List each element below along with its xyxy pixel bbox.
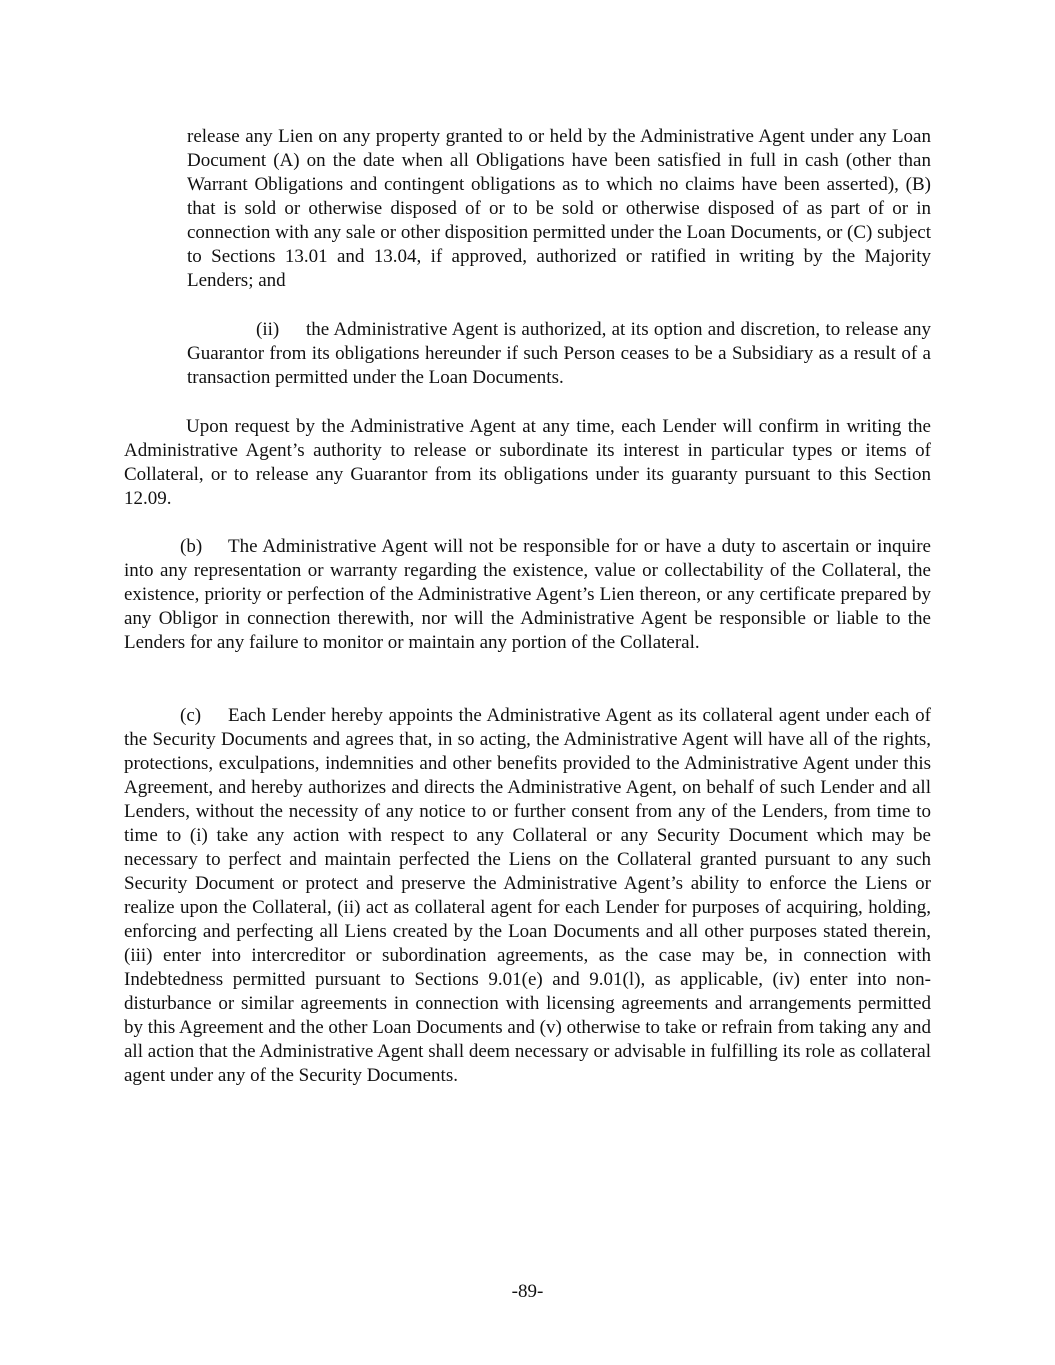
paragraph-upon-request: Upon request by the Administrative Agent at any time, each Lender will confirm in writing the Administrative Agent’s authority to release or subordinate its interest in particular types or items of Collateral, or to release any Guarantor from its obligations under its guaranty pursuant to this Section 12.09. (124, 416, 931, 509)
item-b-marker: (b) (180, 536, 203, 557)
paragraph-item-ii (187, 318, 931, 390)
page-number: -89- (511, 1281, 544, 1302)
item-ii-text: the Administrative Agent is authorized, at its option and discretion, to release any Guarantor from its obligations hereunder if such Person ceases to be a Subsidiary as a result of a transaction permitted under the Loan Documents. (187, 319, 931, 388)
item-ii-marker: (ii) (256, 319, 280, 340)
item-c-text: Each Lender hereby appoints the Administrative Agent as its collateral agent under each of the Security Documents and agrees that, in so acting, the Administrative Agent will have all of the rights, protections, exculpations, indemnities and other benefits provided to the Administrative Agent under this Agreement, and hereby authorizes and directs the Administrative Agent, on behalf of such Lender and all Lenders, without the necessity of any notice to or further consent from any of the Lenders, from time to time to (i) take any action with respect to any Collateral or any Security Document which may be necessary to perfect and maintain perfected the Liens on the Collateral granted pursuant to any such Security Document or protect and preserve the Administrative Agent’s ability to enforce the Liens or realize upon the Collateral, (ii) act as collateral agent for each Lender for purposes of acquiring, holding, enforcing and perfecting all Liens created by the Loan Documents and all other purposes stated therein, (iii) enter into intercreditor or subordination agreements, as the case may be, in connection with Indebtedness permitted pursuant to Sections 9.01(e) and 9.01(l), as applicable, (iv) enter into non-disturbance or similar agreements in connection with licensing agreements and arrangements permitted by this Agreement and the other Loan Documents and (v) otherwise to take or refrain from taking any and all action that the Administrative Agent shall deem necessary or advisable in fulfilling its role as collateral agent under any of the Security Documents. (124, 705, 931, 1086)
paragraph-item-c (124, 704, 931, 1088)
item-c-marker: (c) (180, 705, 202, 726)
paragraph-release-continuation: release any Lien on any property granted to or held by the Administrative Agent under any Loan Document (A) on the date when all Obligations have been satisfied in full in cash (other than Warrant Obligations and contingent obligations as to which no claims have been asserted), (B) that is sold or otherwise disposed of or to be sold or otherwise disposed of as part of or in connection with any sale or other disposition permitted under the Loan Documents, or (C) subject to Sections 13.01 and 13.04, if approved, authorized or ratified in writing by the Majority Lenders; and (187, 126, 931, 291)
paragraph-item-b (124, 535, 931, 655)
item-b-text: The Administrative Agent will not be responsible for or have a duty to ascertain or inquire into any representation or warranty regarding the existence, value or collectability of the Collateral, the existence, priority or perfection of the Administrative Agent’s Lien thereon, or any certificate prepared by any Obligor in connection therewith, nor will the Administrative Agent be responsible or liable to the Lenders for any failure to monitor or maintain any portion of the Collateral. (124, 536, 931, 653)
